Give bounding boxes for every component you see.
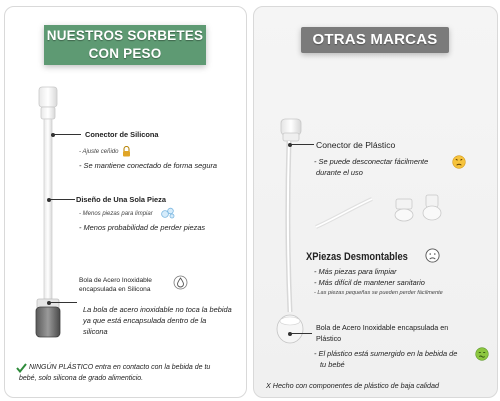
pieces-sub-3: - Las piezas pequeñas se pueden perder fácilmente xyxy=(314,290,443,296)
other-brands-header xyxy=(301,27,449,53)
detached-pieces-image xyxy=(314,189,444,231)
other-brands-footer: X Hecho con componentes de plástico de baja calidad xyxy=(266,381,440,390)
connector-pointer-line xyxy=(53,134,81,135)
pieces-sub-2: - Más difícil de mantener sanitario xyxy=(314,278,425,287)
sick-face-icon xyxy=(475,347,489,361)
worried-face-icon xyxy=(452,155,466,169)
plastic-straw-image xyxy=(266,117,316,347)
bubbles-icon xyxy=(160,206,176,219)
our-straws-header xyxy=(44,25,206,65)
water-drop-icon xyxy=(173,275,188,290)
lock-icon xyxy=(122,146,131,157)
pieces-title: XPiezas Desmontables xyxy=(306,251,408,263)
connector-sub-1: - Ajuste ceñido xyxy=(79,149,119,155)
ball-desc-3: silicona xyxy=(83,327,108,336)
check-icon xyxy=(16,363,27,373)
other-brands-header-text: OTRAS MARCAS xyxy=(312,31,438,48)
header-line-1: NUESTROS SORBETES xyxy=(46,28,204,43)
sad-face-icon xyxy=(425,248,440,263)
plastic-ball-title-1: Bola de Acero Inoxidable encapsulada en xyxy=(316,323,449,332)
ball-desc-2: ya que está encapsulada dentro de la xyxy=(83,316,207,325)
footer-line-1: NINGÚN PLÁSTICO entra en contacto con la bebida de tu xyxy=(29,364,211,371)
plastic-connector-sub-2: durante el uso xyxy=(316,168,363,177)
plastic-connector-pointer-line xyxy=(290,144,314,145)
weighted-straw-image xyxy=(29,85,69,355)
connector-title: Conector de Silicona xyxy=(85,130,159,139)
plastic-ball-desc-1: - El plástico está sumergido en la bebida de xyxy=(314,349,458,358)
our-straws-panel xyxy=(4,6,247,398)
ball-title-2: encapsulada en Silicona xyxy=(79,286,151,293)
design-sub-1: - Menos piezas para limpiar xyxy=(79,211,153,217)
plastic-ball-title-2: Plástico xyxy=(316,334,342,343)
design-title: Diseño de Una Sola Pieza xyxy=(76,195,166,204)
ball-pointer-line xyxy=(49,302,77,303)
plastic-connector-title: Conector de Plástico xyxy=(316,140,396,150)
plastic-connector-sub-1: - Se puede desconectar fácilmente xyxy=(314,157,429,166)
ball-desc-1: La bola de acero inoxidable no toca la bebida xyxy=(83,305,232,314)
footer-line-2: bebé, solo silicona de grado alimenticio. xyxy=(19,375,144,382)
design-sub-2: - Menos probabilidad de perder piezas xyxy=(79,223,206,232)
connector-sub-2: - Se mantiene conectado de forma segura xyxy=(79,161,218,170)
other-brands-panel xyxy=(253,6,498,398)
pieces-sub-1: - Más piezas para limpiar xyxy=(314,267,397,276)
plastic-ball-desc-2: tu bebé xyxy=(320,360,345,369)
plastic-ball-pointer-line xyxy=(290,333,312,334)
ball-title-1: Bola de Acero Inoxidable xyxy=(79,277,152,284)
header-line-2: CON PESO xyxy=(88,46,162,61)
design-pointer-line xyxy=(49,199,75,200)
